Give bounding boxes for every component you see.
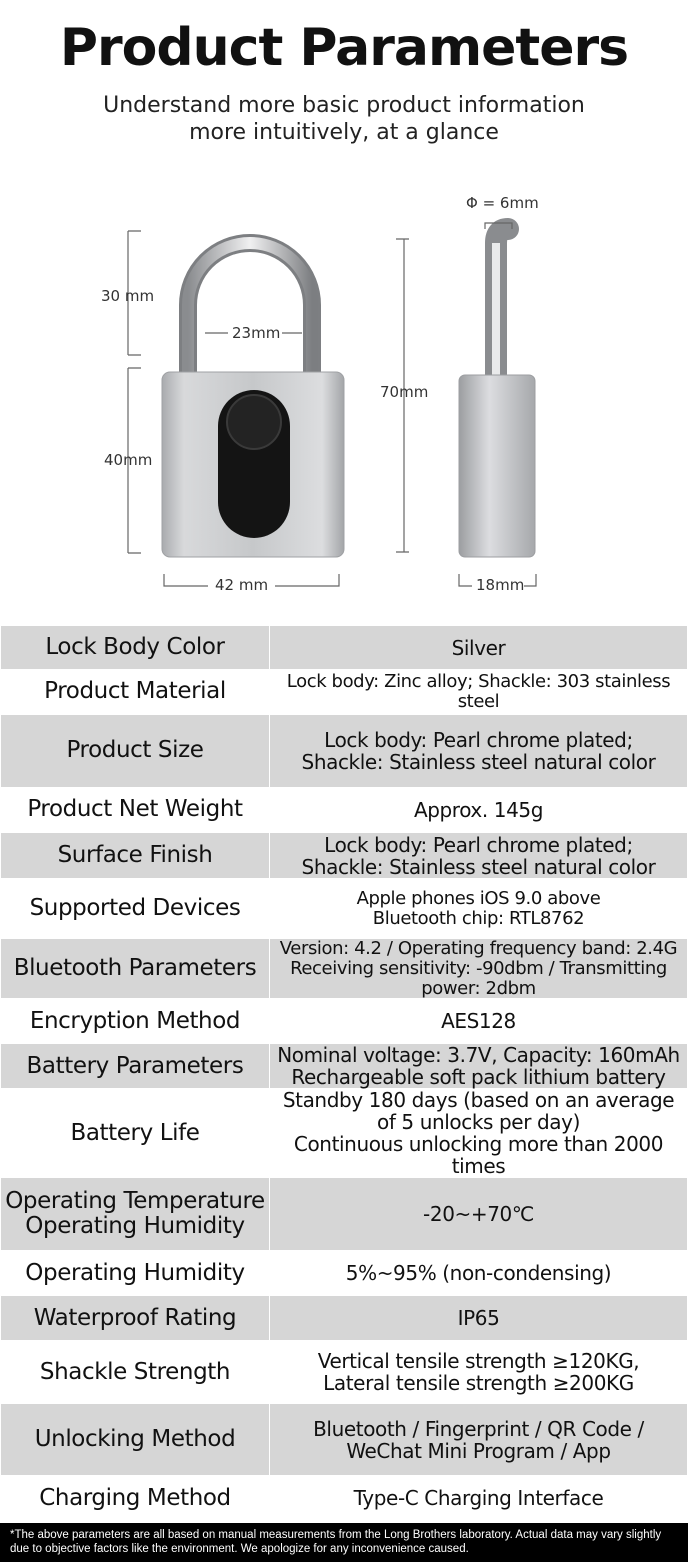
spec-label: Lock Body Color — [45, 633, 225, 660]
spec-row — [1, 1296, 688, 1341]
spec-row — [1, 833, 688, 879]
fingerprint-sensor — [227, 395, 281, 449]
spec-label-cell — [1, 1404, 270, 1476]
spec-value: Bluetooth chip: RTL8762 — [372, 907, 585, 929]
spec-value: Continuous unlocking more than 2000 times — [293, 1132, 664, 1179]
spec-value: Vertical tensile strength ≥120KG, — [317, 1349, 640, 1374]
page-title: Product Parameters — [59, 18, 629, 78]
spec-label: Bluetooth Parameters — [13, 955, 257, 982]
body-height-label: 40mm — [104, 451, 153, 469]
spec-value-cell — [270, 1476, 688, 1521]
spec-value: -20~+70℃ — [423, 1202, 534, 1227]
spec-label-cell — [1, 879, 270, 939]
spec-row — [1, 670, 688, 715]
spec-value: Bluetooth / Fingerprint / QR Code / — [313, 1416, 644, 1441]
spec-value-cell — [270, 670, 688, 715]
spec-value-cell — [270, 1251, 688, 1296]
spec-value: Shackle: Stainless steel natural color — [301, 854, 656, 879]
spec-row — [1, 939, 688, 999]
spec-label-cell — [1, 670, 270, 715]
spec-value: Lock body: Zinc alloy; Shackle: 303 stainless steel — [286, 671, 671, 712]
spec-label: Product Net Weight — [27, 796, 243, 823]
spec-label: Encryption Method — [29, 1007, 241, 1034]
spec-label: Operating Humidity — [25, 1213, 245, 1240]
spec-label-cell — [1, 626, 270, 670]
spec-value-cell — [270, 1178, 688, 1251]
spec-value: Rechargeable soft pack lithium battery — [291, 1065, 666, 1090]
spec-label-cell — [1, 1476, 270, 1521]
spec-value-cell — [270, 1341, 688, 1404]
footnote — [0, 1523, 688, 1562]
total-height-label: 70mm — [380, 383, 429, 401]
shackle-diameter-label: Φ = 6mm — [466, 194, 539, 212]
spec-label-cell — [1, 939, 270, 999]
spec-value-cell — [270, 626, 688, 670]
spec-label-cell — [1, 715, 270, 788]
page-subtitle — [0, 92, 688, 146]
spec-row — [1, 1404, 688, 1476]
spec-value-cell — [270, 879, 688, 939]
subtitle-line-2: more intuitively, at a glance — [189, 120, 499, 145]
spec-row — [1, 715, 688, 788]
spec-label: Surface Finish — [57, 841, 213, 868]
spec-table — [0, 625, 688, 1521]
spec-label-cell — [1, 1178, 270, 1251]
body-width-label: 42 mm — [215, 576, 269, 594]
spec-value: of 5 unlocks per day) — [377, 1110, 580, 1135]
spec-value: Type-C Charging Interface — [353, 1486, 604, 1511]
spec-value: Lock body: Pearl chrome plated; — [324, 728, 633, 752]
spec-value: Shackle: Stainless steel natural color — [301, 750, 656, 774]
spec-label-cell — [1, 788, 270, 833]
spec-label: Product Material — [44, 678, 226, 705]
spec-label: Waterproof Rating — [33, 1304, 237, 1331]
spec-row — [1, 1044, 688, 1089]
spec-value-cell — [270, 833, 688, 879]
spec-label-cell — [1, 1296, 270, 1341]
spec-label: Battery Parameters — [26, 1052, 244, 1079]
spec-value: WeChat Mini Program / App — [346, 1438, 611, 1463]
spec-label: Shackle Strength — [39, 1358, 231, 1385]
spec-value-cell — [270, 999, 688, 1044]
spec-row — [1, 1251, 688, 1296]
spec-value-cell — [270, 1296, 688, 1341]
spec-row — [1, 626, 688, 670]
spec-row — [1, 1341, 688, 1404]
spec-value: Receiving sensitivity: -90dbm / Transmitting power: 2dbm — [290, 957, 667, 999]
padlock-drawing — [0, 185, 688, 615]
spec-value: 5%~95% (non-condensing) — [345, 1261, 612, 1286]
spec-row — [1, 1089, 688, 1178]
spec-value: Lock body: Pearl chrome plated; — [324, 832, 633, 857]
spec-label: Supported Devices — [29, 894, 241, 921]
spec-label: Unlocking Method — [34, 1426, 236, 1453]
spec-row — [1, 1178, 688, 1251]
spec-value-cell — [270, 1404, 688, 1476]
side-lock-body — [459, 375, 535, 557]
spec-value-cell — [270, 788, 688, 833]
spec-label-cell — [1, 999, 270, 1044]
spec-label: Operating Humidity — [25, 1259, 245, 1286]
spec-label: Charging Method — [39, 1484, 231, 1511]
spec-label: Operating Temperature — [5, 1188, 265, 1215]
spec-label: Battery Life — [70, 1119, 200, 1146]
spec-label-cell — [1, 1044, 270, 1089]
spec-label-cell — [1, 833, 270, 879]
spec-row — [1, 1476, 688, 1521]
spec-value: Version: 4.2 / Operating frequency band: 2.4G — [279, 938, 678, 959]
spec-label: Product Size — [66, 737, 204, 764]
shackle-width-label: 23mm — [232, 324, 281, 342]
footnote-line-2: due to objective factors like the environment. We apologize for any inconvenience caused. — [10, 1543, 469, 1555]
spec-value-cell — [270, 1089, 688, 1178]
footnote-line-1: *The above parameters are all based on manual measurements from the Long Brothers laboratory. Actual data may vary slightly — [10, 1529, 662, 1541]
spec-value-cell — [270, 939, 688, 999]
spec-value-cell — [270, 1044, 688, 1089]
spec-value: Apple phones iOS 9.0 above — [356, 887, 601, 909]
body-depth-label: 18mm — [476, 576, 525, 594]
spec-value: Nominal voltage: 3.7V, Capacity: 160mAh — [277, 1043, 680, 1068]
shackle-height-label: 30 mm — [101, 287, 155, 305]
spec-label-cell — [1, 1251, 270, 1296]
spec-label-cell — [1, 1089, 270, 1178]
spec-value: Standby 180 days (based on an average — [282, 1088, 675, 1113]
spec-value: Approx. 145g — [413, 798, 544, 822]
dimension-diagram — [0, 185, 688, 615]
spec-value: Silver — [451, 635, 506, 660]
spec-label-cell — [1, 1341, 270, 1404]
spec-value: IP65 — [457, 1306, 500, 1331]
subtitle-line-1: Understand more basic product information — [103, 93, 585, 118]
spec-value: Lateral tensile strength ≥200KG — [323, 1371, 634, 1396]
spec-value-cell — [270, 715, 688, 788]
spec-row — [1, 999, 688, 1044]
spec-value: AES128 — [441, 1009, 516, 1034]
spec-row — [1, 788, 688, 833]
spec-row — [1, 879, 688, 939]
